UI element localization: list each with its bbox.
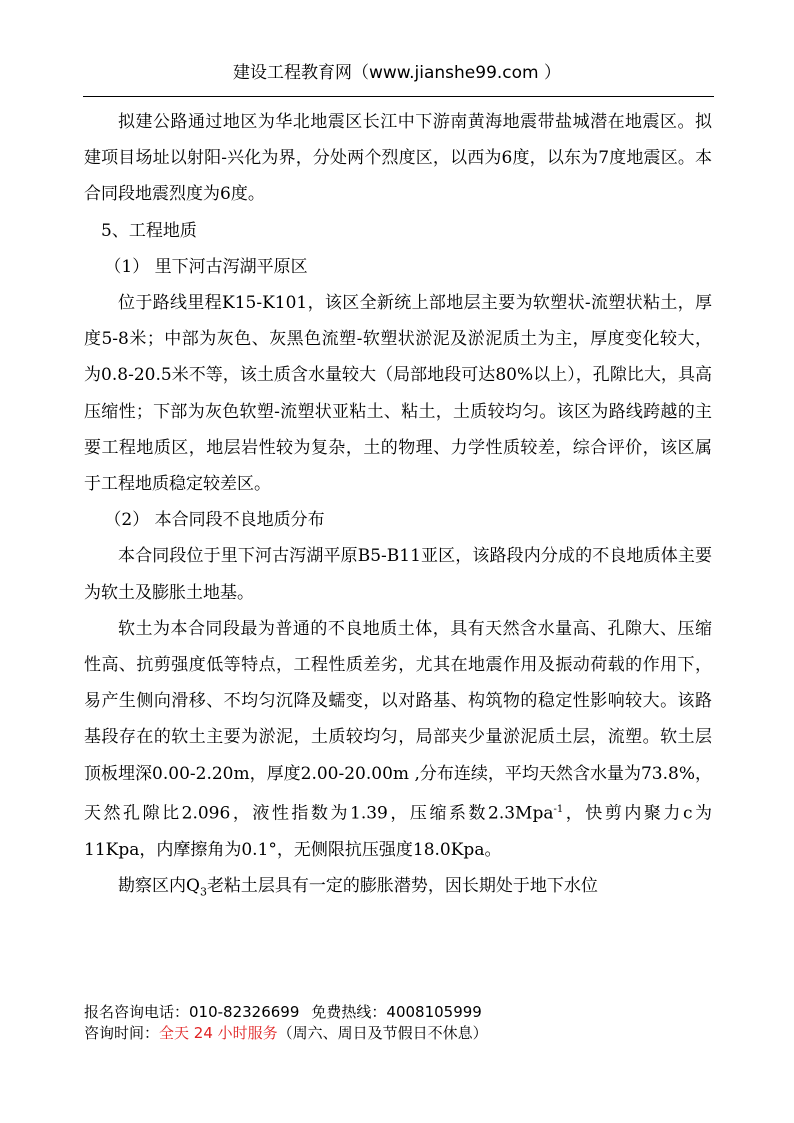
expansive-text-cont: 老粘土层具有一定的膨胀潜势，因长期处于地下水位	[206, 875, 598, 896]
header-divider	[83, 96, 714, 97]
paragraph-earthquake: 拟建公路通过地区为华北地震区长江中下游南黄海地震带盐城潜在地震区。拟建项目场址以射阳-兴化为界，分处两个烈度区，以西为6度，以东为7度地震区。本合同段地震烈度为6度。	[84, 112, 712, 205]
footer-hotline: 免费热线：4008105999	[311, 1003, 482, 1021]
unit-exponent: -1	[553, 803, 564, 815]
paragraph-bad-geology-intro: 本合同段位于里下河古泻湖平原B5-B11亚区，该路段内分成的不良地质体主要为软土及膨胀土地基。	[84, 546, 712, 603]
header-title: 建设工程教育网（www.jianshe99.com ）	[232, 63, 562, 83]
stratum-subscript: 3	[199, 885, 207, 899]
footer-time-note: （周六、周日及节假日不休息）	[277, 1024, 488, 1042]
footer-contact-line	[84, 1002, 712, 1023]
footer-phone: 报名咨询电话：010-82326699	[84, 1003, 300, 1021]
document-body	[84, 104, 712, 911]
expansive-text: 勘察区内Q	[118, 875, 200, 896]
footer-hours-line	[84, 1023, 712, 1044]
soft-soil-text: 软土为本合同段最为普通的不良地质土体，具有天然含水量高、孔隙大、压缩性高、抗剪强度低等特点，工程性质差劣，尤其在地震作用及振动荷载的作用下，易产生侧向滑移、不均匀沉降及蠕变，以对路基、构筑物的稳定性影响较大。该路基段存在的软土主要为淤泥，土质较均匀，局部夹少量淤泥质土层，流塑。软土层顶板埋深0.00-2.20m，厚度2.00-20.00m ,分布连续，平均天然含水量为73.8%，天然孔隙比2.096，液性指数为1.39，压缩系数2.3Mpa	[84, 618, 712, 824]
footer-time-highlight: 全天 24 小时服务	[159, 1024, 278, 1042]
soft-soil-text-cont: ，快剪内聚力c为11Kpa，内摩擦角为0.1°，无侧限抗压强度18.0Kpa。	[84, 803, 712, 860]
paragraph-soft-soil	[84, 611, 712, 868]
subsection-heading-plain: （1） 里下河古泻湖平原区	[104, 256, 308, 277]
page-header	[0, 62, 794, 84]
subsection-heading-bad-geology: （2） 本合同段不良地质分布	[104, 510, 325, 531]
section-heading-geology: 5、工程地质	[101, 220, 197, 241]
page-footer	[84, 1002, 712, 1044]
paragraph-plain-strata: 位于路线里程K15-K101，该区全新统上部地层主要为软塑状-流塑状粘土，厚度5-8米；中部为灰色、灰黑色流塑-软塑状淤泥及淤泥质土为主，厚度变化较大，为0.8-20.5米不等，该土质含水量较大（局部地段可达80%以上），孔隙比大，具高压缩性；下部为灰色软塑-流塑状亚粘土、粘土，土质较均匀。该区为路线跨越的主要工程地质区，地层岩性较为复杂，土的物理、力学性质较差，综合评价，该区属于工程地质稳定较差区。	[84, 293, 712, 495]
footer-time-label: 咨询时间：	[84, 1024, 160, 1042]
paragraph-expansive-soil	[84, 868, 712, 911]
